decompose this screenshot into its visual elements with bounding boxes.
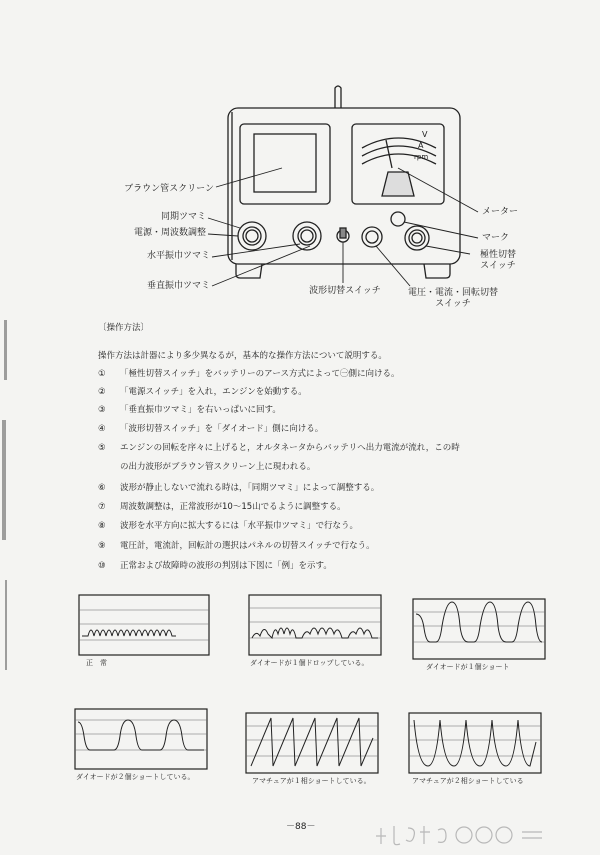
instructions-heading: 〔操作方法〕 [98,323,150,333]
waveform-armature-two-phase-caption: アマチュアが２相ショートしている [412,777,524,785]
polarity-switch-label-1: 極性切替 [479,250,516,260]
meter-switch-label-1: 電圧・電流・回転切替 [407,288,498,298]
oscilloscope-diagram [0,0,600,320]
power-freq-label: 電源・周波数調整 [133,228,206,238]
waveform-two-diodes-short [74,708,208,770]
meter-a-label: A [418,141,424,150]
list-item: ② 「電源スイッチ」を入れ，エンジンを始動する。 [98,387,307,397]
list-item: ⑩ 正常および故障時の波形の判別は下図に「例」を示す。 [98,561,332,571]
waveform-switch-label: 波形切替スイッチ [309,286,381,296]
list-item: ⑨ 電圧計，電流計，回転計の選択はパネルの切替スイッチで行なう。 [98,541,375,551]
meter-rpm-label: rpm [414,153,429,161]
meter-v-label: V [422,130,428,139]
mark-label: マーク [482,233,510,243]
horizontal-amplitude-label: 水平振巾ツマミ [146,251,210,261]
waveform-diode-dropped [248,594,382,656]
waveform-armature-two-phase [408,712,542,774]
meter-label: メーター [482,207,519,217]
meter-switch-label-2: スイッチ [435,299,471,309]
list-item: ⑦ 周波数調整は，正常波形が10～15山でるように調整する。 [98,502,346,512]
sync-knob-label: 同期ツマミ [160,212,206,222]
waveform-diode-dropped-caption: ダイオードが１個ドロップしている。 [250,659,369,667]
waveform-two-diodes-short-caption: ダイオードが２個ショートしている。 [76,773,195,781]
list-item: ⑧ 波形を水平方向に拡大するには「水平振巾ツマミ」で行なう。 [98,521,359,531]
scan-artifact [2,420,6,540]
waveform-armature-one-phase [245,712,379,774]
page-number: －88－ [286,822,316,832]
instructions-intro: 操作方法は計器により多少異なるが，基本的な操作方法について説明する。 [98,351,387,361]
polarity-switch-label-2: スイッチ [480,261,516,271]
waveform-diode-short-caption: ダイオードが１個ショート [426,663,510,671]
list-item: ⑤ エンジンの回転を序々に上げると，オルタネータからバッテリへ出力電流が流れ，この時 [98,443,460,453]
list-item: ④ 「波形切替スイッチ」を「ダイオード」側に向ける。 [98,424,324,434]
scan-artifact [5,580,7,670]
watermark-logo [372,818,552,848]
screen-label: ブラウン管スクリーン [124,184,214,194]
waveform-normal [78,594,210,656]
waveform-armature-one-phase-caption: アマチュアが１相ショートしている。 [252,777,371,785]
waveform-normal-caption: 正 常 [86,659,107,667]
waveform-diode-short [412,598,546,660]
list-item: ① 「極性切替スイッチ」をバッテリーのアース方式によって㊀側に向ける。 [98,369,400,379]
list-item: ⑥ 波形が静止しないで流れる時は，「同期ツマミ」によって調整する。 [98,483,380,493]
list-item: の出力波形がブラウン管スクリーン上に現われる。 [120,462,316,472]
list-item: ③ 「垂直振巾ツマミ」を右いっぱいに回す。 [98,405,281,415]
scan-artifact [4,320,7,380]
vertical-amplitude-label: 垂直振巾ツマミ [146,281,210,291]
